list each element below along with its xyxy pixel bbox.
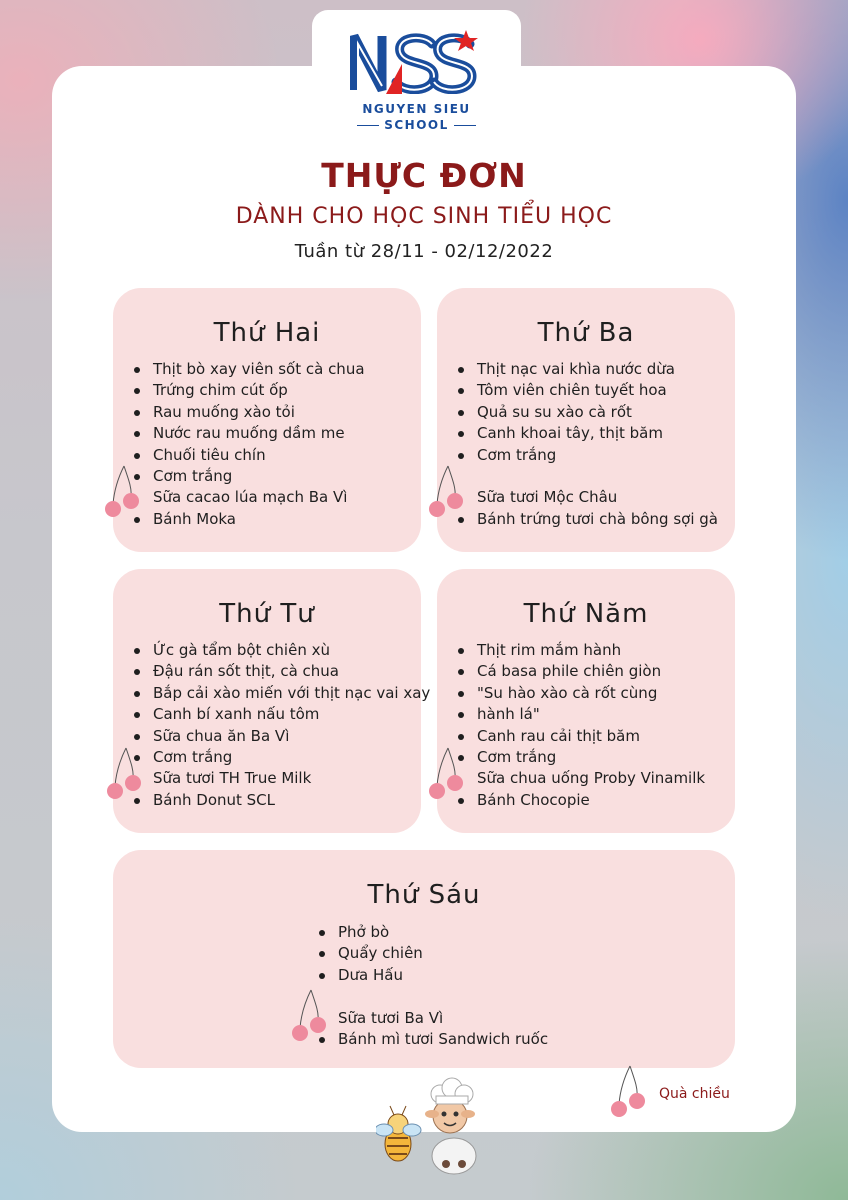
logo-school-sub <box>312 118 521 132</box>
list-item <box>315 986 548 1007</box>
list-item: Thịt nạc vai khìa nước dừa <box>454 359 718 380</box>
list-item: Canh rau cải thịt băm <box>454 726 705 747</box>
menu-list <box>130 359 365 530</box>
list-item: "Su hào xào cà rốt cùng <box>454 683 705 704</box>
list-item: Sữa tươi TH True Milk <box>153 769 312 788</box>
list-item: Quả su su xào cà rốt <box>454 402 718 423</box>
day-title: Thứ Năm <box>523 599 649 629</box>
list-item: Cơm trắng <box>454 747 705 768</box>
list-item: Cơm trắng <box>130 466 365 487</box>
page-title: THỰC ĐƠN <box>321 156 527 195</box>
cherry-icon <box>104 744 144 800</box>
cherry-icon <box>426 744 466 800</box>
list-item: Phở bò <box>315 922 548 943</box>
nss-logo-icon <box>350 30 480 94</box>
day-title: Thứ Hai <box>213 318 321 348</box>
list-item: Ức gà tẩm bột chiên xù <box>130 640 430 661</box>
menu-list <box>315 922 548 1050</box>
page-subtitle: DÀNH CHO HỌC SINH TIỂU HỌC <box>235 204 613 229</box>
list-item: Sữa tươi Ba Vì <box>338 1008 444 1027</box>
day-title: Thứ Tư <box>219 599 315 629</box>
list-item: Thịt rim mắm hành <box>454 640 705 661</box>
list-item: Sữa cacao lúa mạch Ba Vì <box>153 488 348 507</box>
day-title: Thứ Sáu <box>367 880 481 910</box>
day-panel-mon <box>113 288 421 552</box>
cherry-icon <box>426 462 466 518</box>
cherry-icon <box>608 1062 648 1118</box>
list-item: Bắp cải xào miến với thịt nạc vai xay <box>130 683 430 704</box>
day-panel-wed <box>113 569 431 833</box>
list-item: hành lá" <box>454 704 705 725</box>
list-item: Quẩy chiên <box>315 943 548 964</box>
list-item: Sữa tươi Mộc Châu <box>477 488 618 507</box>
day-panel-tue <box>437 288 735 552</box>
list-item: Chuối tiêu chín <box>130 445 365 466</box>
menu-list <box>454 359 718 530</box>
list-item: Sữa chua uống Proby Vinamilk <box>477 769 706 788</box>
list-item: Canh khoai tây, thịt băm <box>454 423 718 444</box>
list-item: Bánh trứng tươi chà bông sợi gà <box>454 509 718 530</box>
list-item: Nước rau muống dầm me <box>130 423 365 444</box>
menu-list <box>130 640 430 811</box>
logo-sub-text: SCHOOL <box>384 118 449 132</box>
day-panel-fri <box>113 850 735 1068</box>
list-item: Sữa chua ăn Ba Vì <box>130 726 430 747</box>
day-panel-thu <box>437 569 735 833</box>
list-item: Rau muống xào tỏi <box>130 402 365 423</box>
list-item: Bánh Moka <box>130 509 365 530</box>
list-item <box>454 466 718 487</box>
list-item: Bánh Chocopie <box>454 790 705 811</box>
day-title: Thứ Ba <box>537 318 635 348</box>
list-item: Dưa Hấu <box>315 965 548 986</box>
list-item: Canh bí xanh nấu tôm <box>130 704 430 725</box>
list-item: Trứng chim cút ốp <box>130 380 365 401</box>
logo-school-name: NGUYEN SIEU <box>362 102 471 116</box>
week-range: Tuần từ 28/11 - 02/12/2022 <box>294 241 554 262</box>
list-item: Bánh mì tươi Sandwich ruốc <box>315 1029 548 1050</box>
legend-label: Quà chiều <box>659 1086 730 1102</box>
list-item: Tôm viên chiên tuyết hoa <box>454 380 718 401</box>
cherry-icon <box>102 462 142 518</box>
list-item: Thịt bò xay viên sốt cà chua <box>130 359 365 380</box>
cherry-icon <box>289 986 329 1042</box>
mascot-illustration-icon <box>376 1076 486 1176</box>
list-item: Bánh Donut SCL <box>130 790 430 811</box>
menu-list <box>454 640 705 811</box>
list-item: Đậu rán sốt thịt, cà chua <box>130 661 430 682</box>
list-item: Cá basa phile chiên giòn <box>454 661 705 682</box>
list-item: Cơm trắng <box>454 445 718 466</box>
list-item: Cơm trắng <box>130 747 430 768</box>
